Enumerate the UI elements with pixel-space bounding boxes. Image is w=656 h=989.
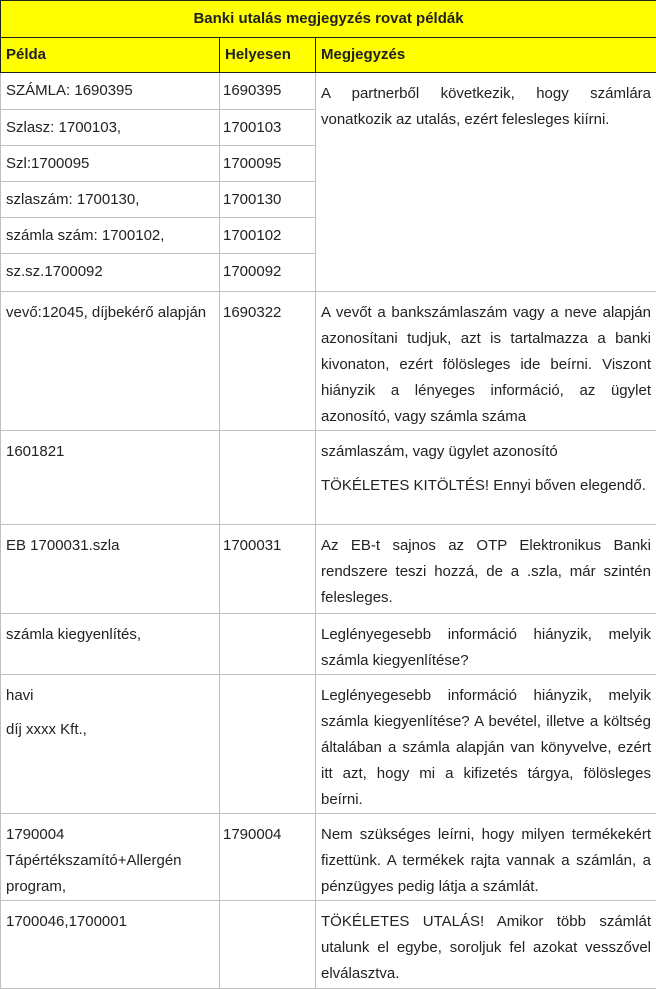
example-cell: szlaszám: 1700130, — [1, 182, 220, 218]
table-row — [1, 614, 656, 675]
table-row — [1, 675, 656, 814]
note-cell: Leglényegesebb információ hiányzik, melyik számla kiegyenlítése? A bevétel, illetve a költség általában a számla alapján van könyvelve, ezért itt azt, hogy mi a kifizetés tárgya, fölösleges beírni. — [316, 675, 656, 814]
example-cell: 1601821 — [1, 431, 220, 525]
note-cell: Leglényegesebb információ hiányzik, melyik számla kiegyenlítése? — [316, 614, 656, 675]
header-note: Megjegyzés — [316, 38, 656, 73]
example-cell: számla szám: 1700102, — [1, 218, 220, 254]
note-cell — [316, 431, 656, 525]
correct-cell — [220, 614, 316, 675]
example-cell — [1, 675, 220, 814]
table-title: Banki utalás megjegyzés rovat példák — [1, 1, 656, 38]
note-cell: Nem szükséges leírni, hogy milyen termékekért fizettünk. A termékek rajta vannak a számlán, a pénzügyes pedig látja a számlát. — [316, 814, 656, 901]
note-cell: A vevőt a bankszámlaszám vagy a neve alapján azonosítani tudjuk, azt is tartalmazza a banki kivonaton, ezért fölösleges ide beírni. Viszont hiányzik a lényeges információ, az ügylet azonosító, vagy számla száma — [316, 292, 656, 431]
table-row — [1, 901, 656, 989]
example-line: havi — [6, 683, 215, 709]
example-cell: SZÁMLA: 1690395 — [1, 73, 220, 110]
table-row — [1, 292, 656, 431]
example-cell: 1700046,1700001 — [1, 901, 220, 989]
example-cell: sz.sz.1700092 — [1, 254, 220, 292]
table-row — [1, 73, 656, 110]
note-cell: Az EB-t sajnos az OTP Elektronikus Banki rendszere teszi hozzá, de a .szla, már szintén felesleges. — [316, 525, 656, 614]
table-row — [1, 431, 656, 525]
correct-cell: 1700102 — [220, 218, 316, 254]
note-cell: TÖKÉLETES UTALÁS! Amikor több számlát utalunk el egybe, soroljuk fel azokat vesszővel elválasztva. — [316, 901, 656, 989]
title-row — [1, 1, 656, 38]
example-cell: EB 1700031.szla — [1, 525, 220, 614]
correct-cell — [220, 901, 316, 989]
example-cell: számla kiegyenlítés, — [1, 614, 220, 675]
example-cell: Szl:1700095 — [1, 146, 220, 182]
correct-cell — [220, 675, 316, 814]
note-text-emphasis: TÖKÉLETES KITÖLTÉS! Ennyi bőven elegendő. — [321, 473, 651, 499]
example-cell: vevő:12045, díjbekérő alapján — [1, 292, 220, 431]
note-text: számlaszám, vagy ügylet azonosító — [321, 439, 651, 465]
correct-cell: 1700092 — [220, 254, 316, 292]
example-line: díj xxxx Kft., — [6, 717, 215, 743]
example-cell: Szlasz: 1700103, — [1, 110, 220, 146]
correct-cell: 1700103 — [220, 110, 316, 146]
correct-cell: 1790004 — [220, 814, 316, 901]
example-cell: 1790004 Tápértékszamító+Allergén program, — [1, 814, 220, 901]
header-correct: Helyesen — [220, 38, 316, 73]
correct-cell: 1700031 — [220, 525, 316, 614]
correct-cell — [220, 431, 316, 525]
correct-cell: 1700095 — [220, 146, 316, 182]
table-row — [1, 525, 656, 614]
note-cell — [316, 73, 656, 292]
correct-cell: 1700130 — [220, 182, 316, 218]
header-example: Példa — [1, 38, 220, 73]
table-row — [1, 814, 656, 901]
correct-cell: 1690395 — [220, 73, 316, 110]
header-row — [1, 38, 656, 73]
correct-cell: 1690322 — [220, 292, 316, 431]
note-text: A partnerből következik, hogy számlára vonatkozik az utalás, ezért felesleges kiírni. — [321, 81, 651, 133]
